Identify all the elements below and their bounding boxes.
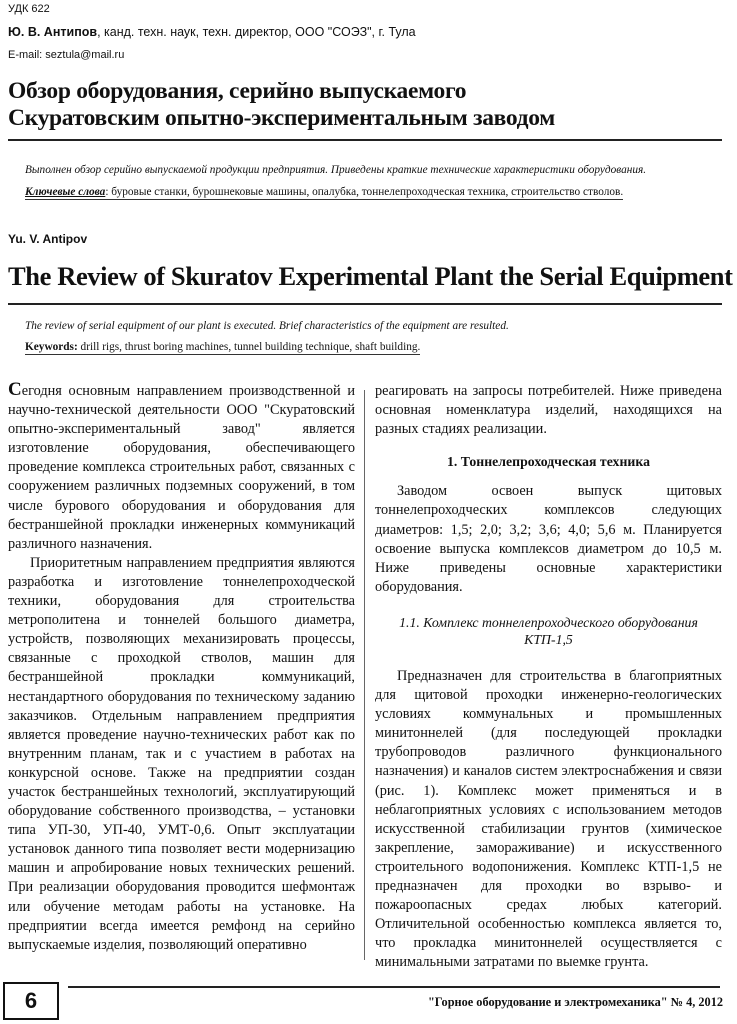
drop-cap: С — [8, 379, 22, 400]
subsection-heading-line-1: 1.1. Комплекс тоннелепроходческого оборудования — [399, 614, 698, 630]
journal-name: "Горное оборудование и электромеханика" № 4, 2012 — [427, 995, 723, 1009]
author-name-en: Yu. V. Antipov — [8, 232, 88, 246]
keywords-ru-list: : буровые станки, бурошнековые машины, опалубка, тоннелепроходческая техника, строительство стволов. — [105, 186, 624, 198]
author-affiliation-ru: , канд. техн. наук, техн. директор, ООО "СОЭЗ", г. Тула — [97, 25, 416, 39]
article-title-en: The Review of Skuratov Experimental Plant the Serial Equipment — [8, 261, 733, 291]
paragraph-priorities: Приоритетным направлением предприятия являются разработка и изготовление тоннелепроходческой техники, оборудования для строительства метрополитена и тоннелей большого диаметра, устройств, позволяющих механизировать процессы, связанные с проходкой стволов, машин для бестраншейной прокладки коммуникаций, нестандартного оборудования по техническому заданию заказчиков. Отдельным направлением предприятия является проведение научно-технических работ как по внутренним планам, так и с участием в работах на конкурсной основе. Также на предприятии создан участок бестраншейных технологий, эксплуатирующий оборудование собственного производства, – установки типа УП-30, УП-40, УМТ-0,6. Опыт эксплуатации установок данного типа позволяет вести модернизацию машин и апробирование новых технических решений. При реализации оборудования проводится шефмонтаж или обучение методам работы на установке. На предприятии всегда имеется ремфонд на серийно выпускаемые изделия, позволяющий оперативно — [8, 554, 355, 953]
title-en-rule — [8, 303, 722, 305]
column-divider — [364, 390, 365, 960]
author-name-ru: Ю. В. Антипов — [8, 25, 98, 39]
abstract-ru — [25, 164, 725, 200]
abstract-ru-text: Выполнен обзор серийно выпускаемой продукции предприятия. Приведены краткие технические характеристики оборудования. — [25, 164, 647, 176]
paragraph-ktp: Предназначен для строительства в благоприятных для щитовой проходки инженерно-геологических условиях коммунальных и промышленных минитоннелей (для последующей прокладки трубопроводов различного функционального назначения) и каналов систем электроснабжения и связи (рис. 1). Комплекс может применяться и в неблагоприятных условиях с использованием методов искусственной стабилизации грунтов (химическое закрепление, замораживание) и искусственного строительного водопонижения. Комплекс КТП-1,5 не предназначен для проходки во взрыво- и пожароопасных средах любых категорий. Отличительной особенностью комплекса является то, что прокладка минитоннелей осуществляется с минимальными затратами по выемке грунта. — [375, 667, 722, 971]
keywords-en-label: Keywords: — [25, 341, 78, 353]
article-title-ru — [8, 78, 728, 132]
keywords-ru-label: Ключевые слова — [25, 186, 106, 198]
subsection-heading-ktp — [375, 614, 722, 648]
paragraph-intro: Сегодня основным направлением производственной и научно-технической деятельности ООО "Скуратовский опытно-экспериментальный завод" является изготовление оборудования, обеспечивающего проведение комплекса строительных работ, связанных с сооружением различных подземных сооружений, в том числе бурового оборудования и оборудования для бестраншейной прокладки инженерных коммуникаций различного назначения. — [8, 379, 355, 552]
subsection-heading-line-2: КТП-1,5 — [524, 631, 573, 647]
section-heading-tunneling: 1. Тоннелепроходческая техника — [446, 454, 650, 470]
abstract-en-text: The review of serial equipment of our plant is executed. Brief characteristics of the equipment are resulted. — [25, 320, 509, 332]
keywords-ru — [25, 186, 725, 200]
title-ru-line-2: Скуратовским опытно-экспериментальным заводом — [8, 105, 555, 131]
author-line-ru — [8, 25, 416, 39]
keywords-en-list: drill rigs, thrust boring machines, tunnel building technique, shaft building. — [77, 341, 421, 353]
keywords-en — [25, 341, 725, 355]
body-column-left — [8, 379, 355, 955]
body-column-right — [375, 382, 722, 972]
udk-code: УДК 622 — [8, 3, 50, 15]
title-ru-line-1: Обзор оборудования, серийно выпускаемого — [8, 78, 467, 104]
title-ru-rule — [8, 139, 722, 141]
author-email: E-mail: seztula@mail.ru — [8, 49, 125, 61]
paragraph-tunneling: Заводом освоен выпуск щитовых тоннелепроходческих комплексов следующих диаметров: 1,5; 2,0; 3,2; 3,6; 4,0; 5,6 м. Планируется освоение выпуска комплексов диаметром до 10,5 м. Ниже приведены основные характеристики оборудования. — [375, 483, 722, 595]
paragraph-continued: реагировать на запросы потребителей. Ниже приведена основная номенклатура изделий, находящихся на разных стадиях реализации. — [375, 383, 722, 438]
abstract-en — [25, 320, 725, 355]
page-number: 6 — [3, 982, 59, 1020]
footer-rule — [68, 986, 720, 988]
